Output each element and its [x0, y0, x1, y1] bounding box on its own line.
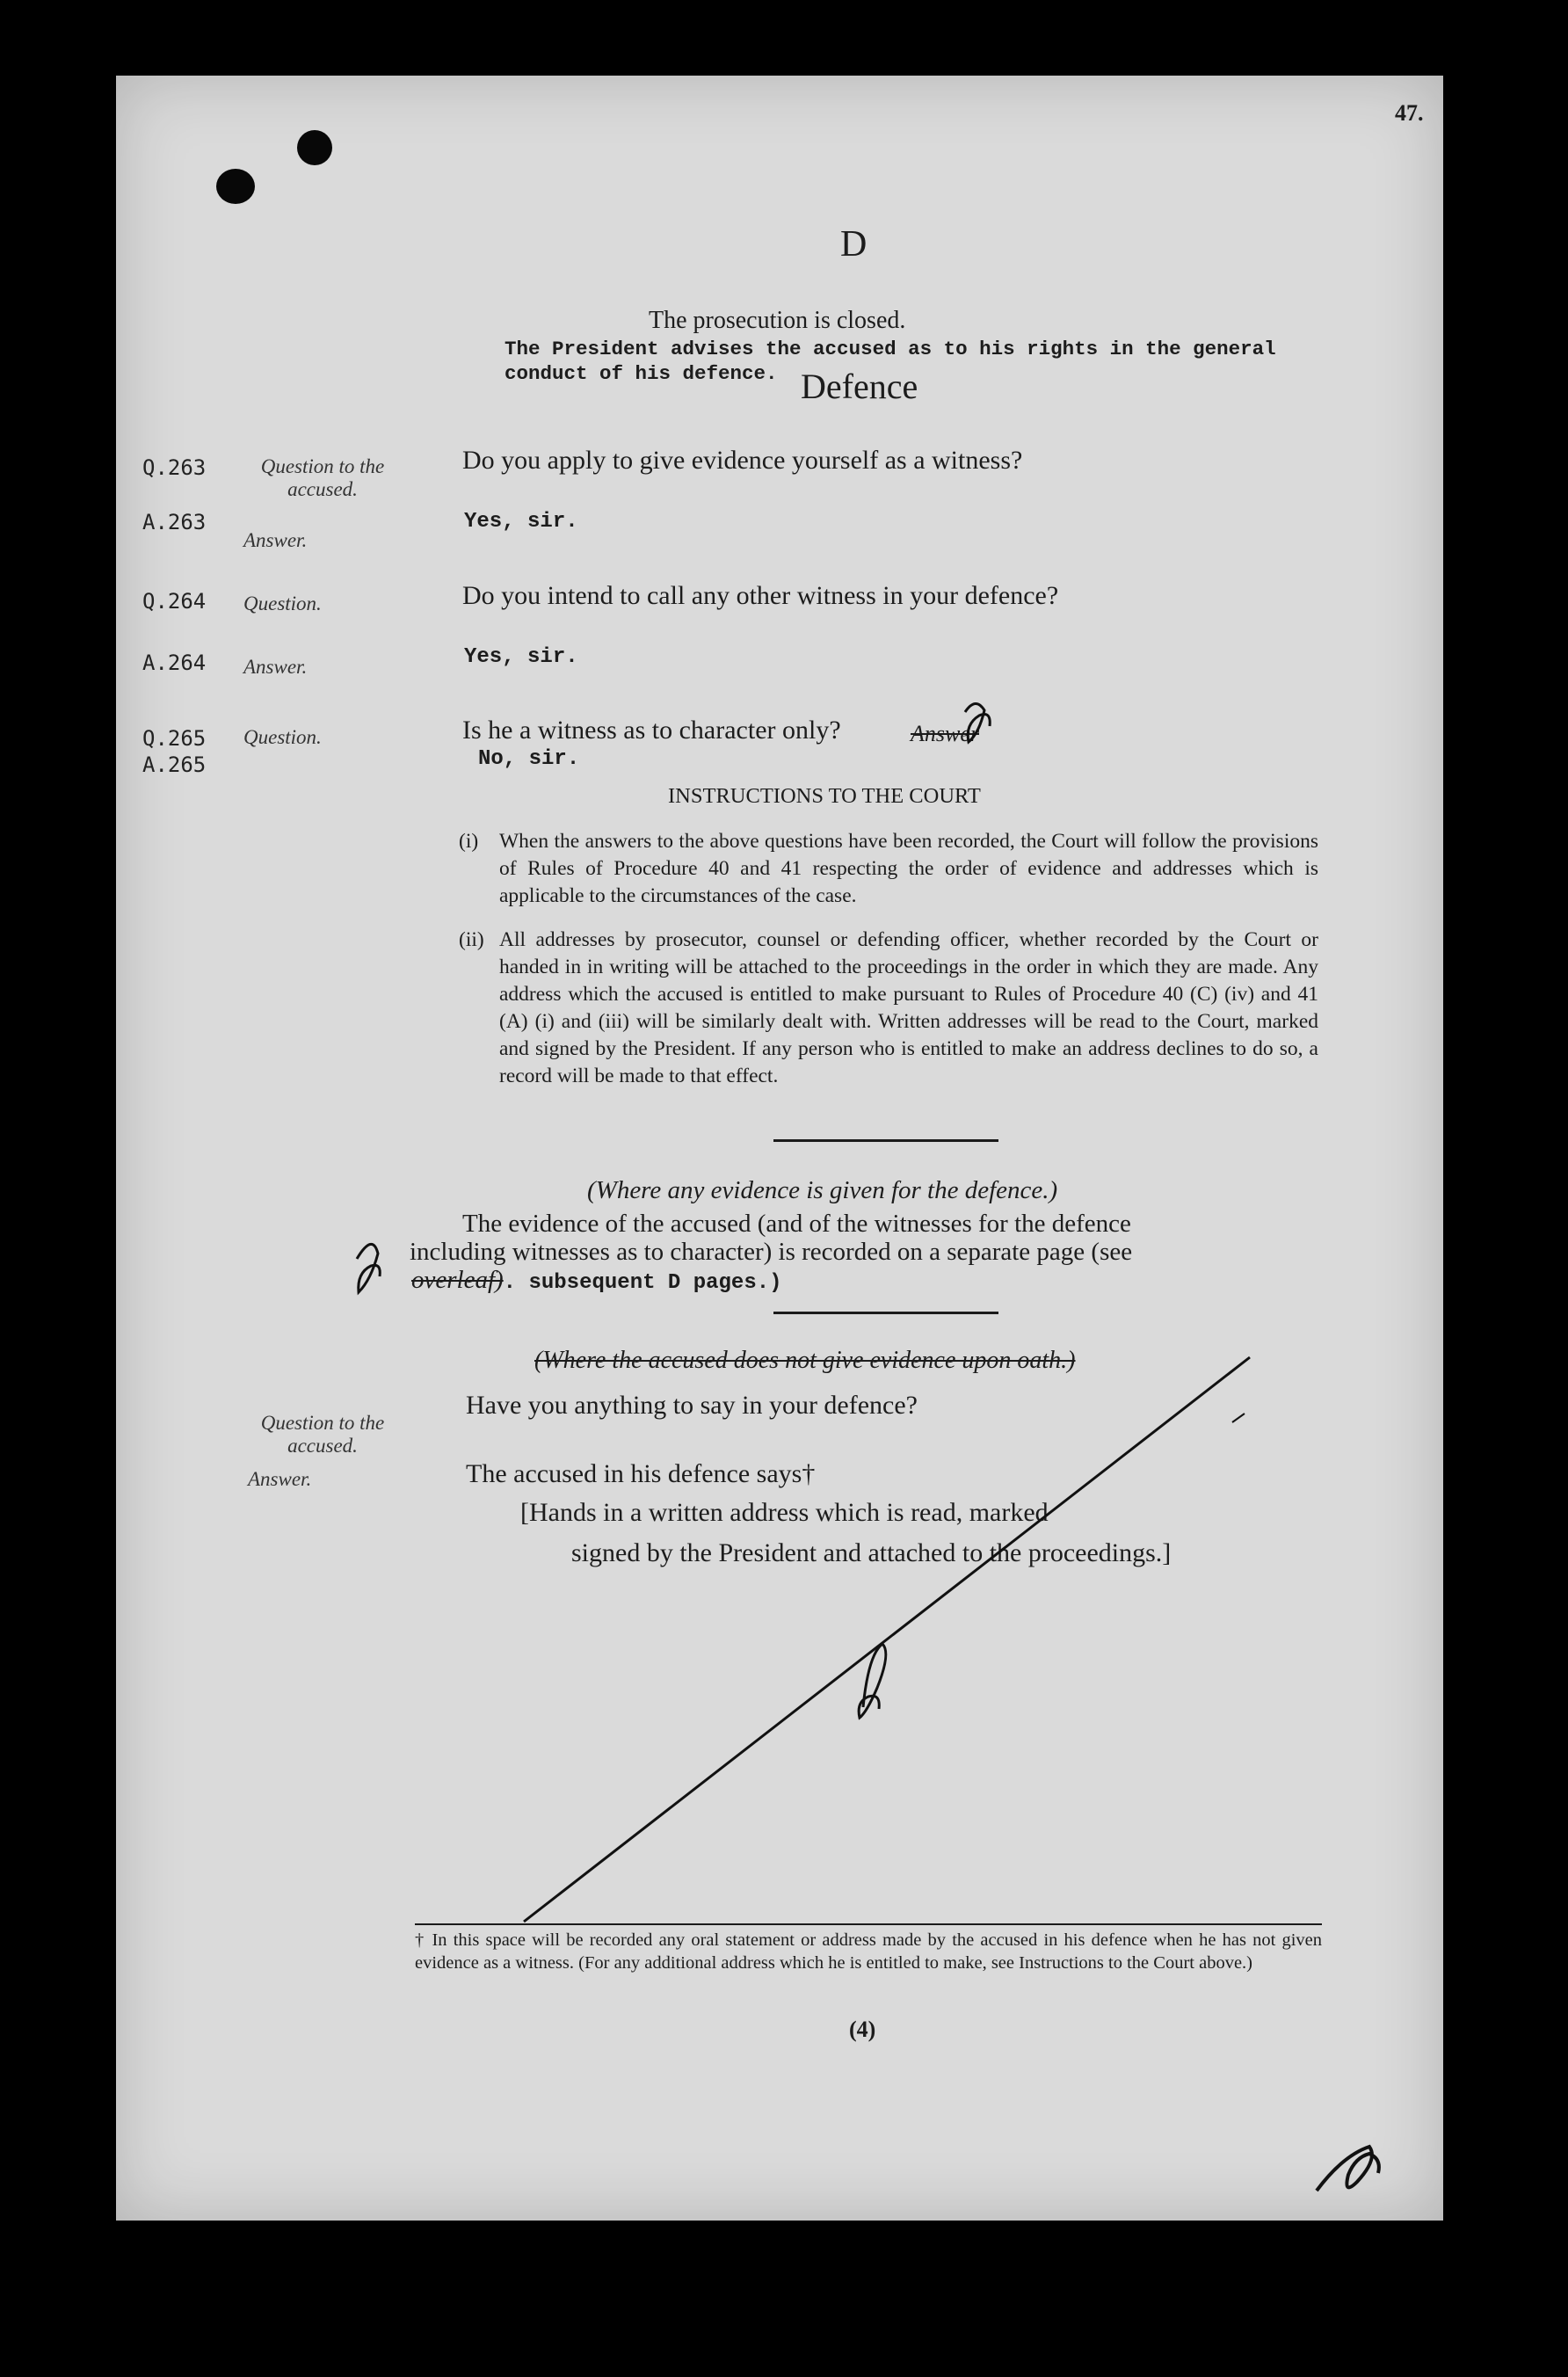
question-number: Q.265: [142, 726, 207, 751]
row-label: Answer.: [243, 656, 308, 678]
question-text: Is he a witness as to character only?: [462, 716, 841, 745]
struck-overleaf: overleaf): [411, 1266, 504, 1294]
answer-number: A.264: [142, 651, 207, 675]
page-number: (4): [849, 2017, 876, 2042]
question-text: Do you intend to call any other witness in your defence?: [462, 581, 1059, 610]
cancel-diagonal-line: [524, 1357, 1250, 1922]
corner-page-number: 47.: [1395, 100, 1424, 126]
instruction-text: When the answers to the above questions have been recorded, the Court will follow the provisions of Rules of Procedure 40 and 41 respecting the order of evidence and addresses which is applicable to the circumstances of the case.: [499, 830, 1318, 907]
answer-text: No, sir.: [478, 747, 580, 771]
evidence-statement-line1: The evidence of the accused (and of the witnesses for the defence: [462, 1210, 1131, 1238]
row-label: Question to the accused.: [260, 1412, 385, 1457]
heading-defence: Defence: [801, 367, 918, 406]
question-text: Do you apply to give evidence yourself as a witness?: [462, 446, 1023, 475]
hands-in-line1: [Hands in a written address which is read, marked: [520, 1498, 1049, 1527]
question-number: Q.263: [142, 455, 207, 480]
row-label: Question.: [243, 592, 322, 614]
pen-markings: [116, 76, 1443, 2221]
prosecution-closed: The prosecution is closed.: [649, 307, 906, 334]
instruction-text: All addresses by prosecutor, counsel or defending officer, whether recorded by the Court or handed in in writing will be attached to the proceedings in the order in which they are made. Any address which the accused is entitled to make pursuant to Rules of Procedure 40 (C) (iv) and 41 (A) (i) and (iii) will be similarly dealt with. Written addresses will be read to the Court, marked and signed by the President. If any person who is entitled to make an address declines to do so, a record will be made to that effect.: [499, 928, 1318, 1087]
instructions-heading: INSTRUCTIONS TO THE COURT: [668, 784, 981, 808]
answer-text: Yes, sir.: [464, 645, 578, 669]
answer-number: A.263: [142, 510, 207, 534]
instruction-marker: (i): [459, 830, 479, 853]
answer-number: A.265: [142, 752, 207, 777]
instruction-marker: (ii): [459, 928, 484, 951]
where-no-evidence-heading: (Where the accused does not give evidence upon oath.): [534, 1347, 1076, 1374]
row-label: Answer.: [248, 1468, 312, 1490]
hands-in-line2: signed by the President and attached to the proceedings.]: [571, 1538, 1172, 1567]
president-advises-line2: conduct of his defence.: [505, 362, 778, 385]
document-page: [116, 76, 1443, 2221]
row-label: Answer.: [243, 529, 308, 551]
evidence-statement-line2: including witnesses as to character) is recorded on a separate page (see: [410, 1238, 1133, 1266]
president-advises: The President advises the accused as to his rights in the general: [505, 338, 1276, 360]
initials-signature: [1317, 2147, 1379, 2191]
answer-text: Yes, sir.: [464, 510, 578, 534]
initials-signature: [965, 703, 990, 742]
margin-stroke: [1232, 1414, 1245, 1422]
footnote: † In this space will be recorded any oral statement or address made by the accused in his defence when he has not given evidence as a witness. (For any additional address which he is entitled to make, see Instructions to the Court above.): [415, 1930, 1322, 1973]
defence-question: Have you anything to say in your defence?: [466, 1391, 918, 1420]
typed-correction: . subsequent D pages.): [503, 1271, 782, 1295]
initials-signature: [357, 1244, 380, 1292]
where-evidence-heading: (Where any evidence is given for the defence.): [587, 1176, 1058, 1204]
row-label: Question to the accused.: [260, 455, 385, 500]
initials-signature: [859, 1644, 886, 1718]
row-label: Question.: [243, 726, 322, 748]
question-number: Q.264: [142, 589, 207, 614]
section-letter: D: [840, 224, 867, 265]
accused-says: The accused in his defence says†: [466, 1459, 816, 1488]
struck-answer-label: Answer: [911, 721, 979, 746]
